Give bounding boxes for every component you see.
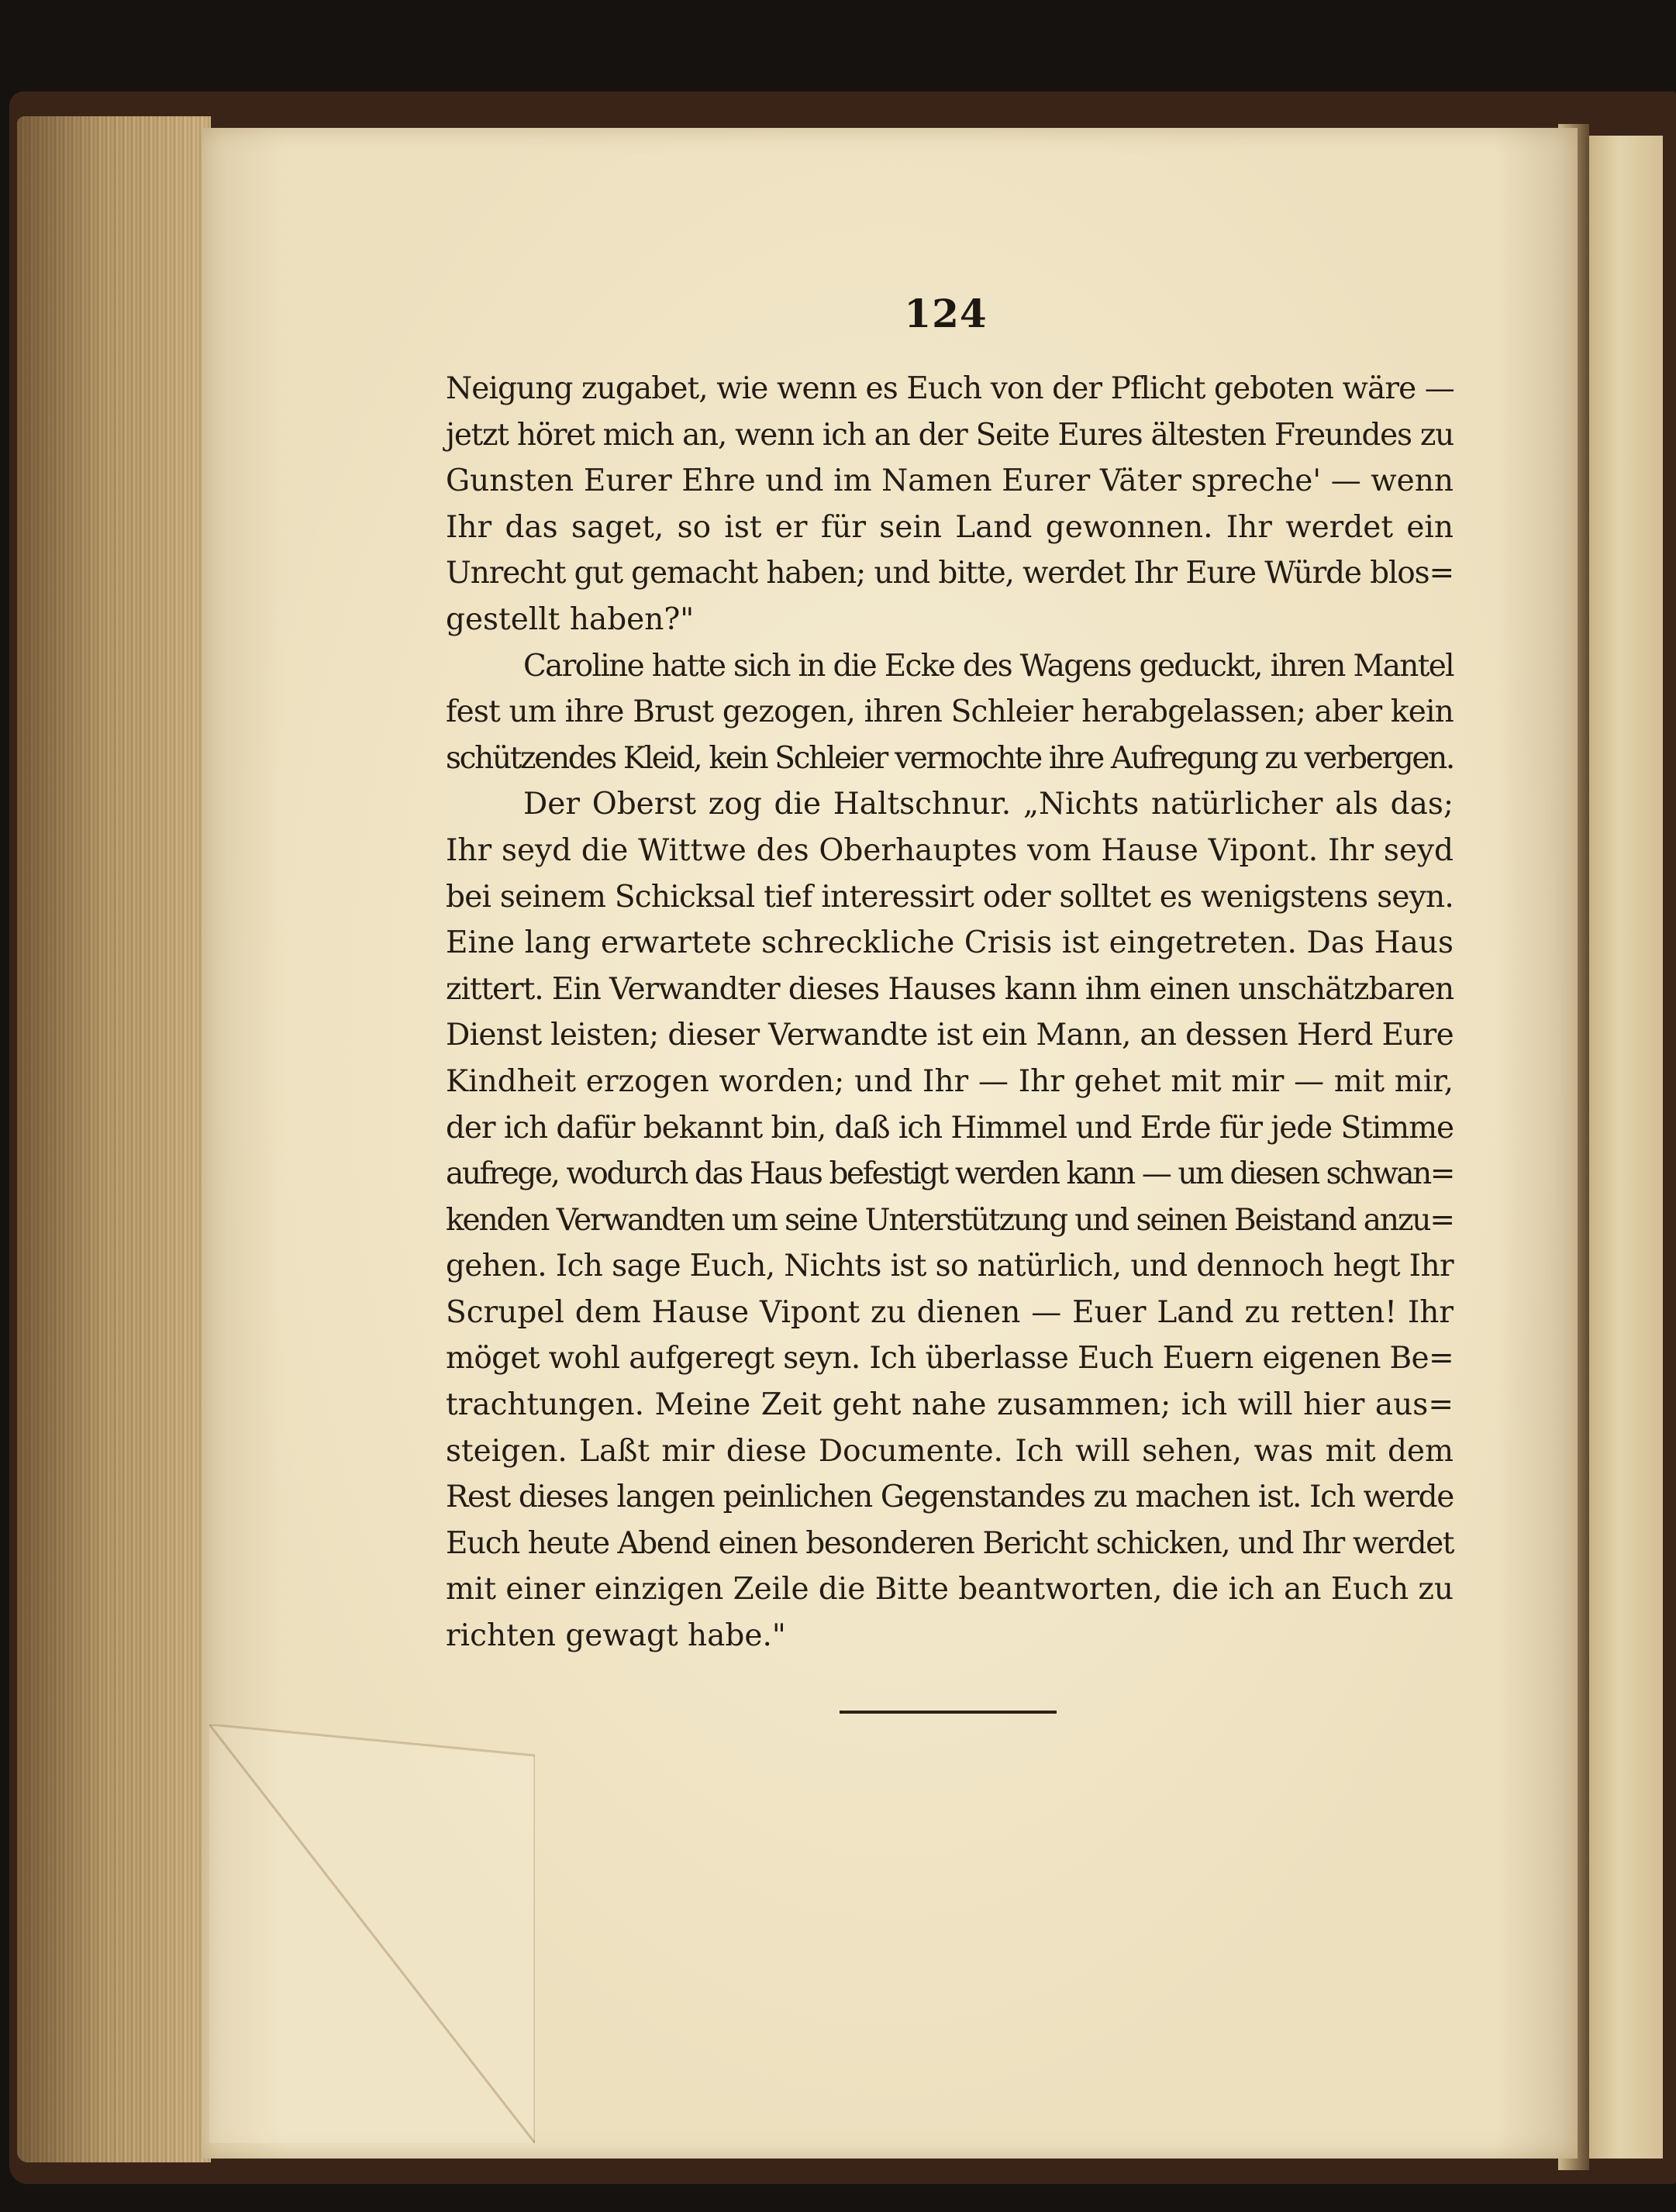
text-line: trachtungen. Meine Zeit geht nahe zusammen; ich will hier aus= [446, 1387, 1454, 1423]
text-line: bei seinem Schicksal tief interessirt oder solltet es wenigstens seyn. [446, 879, 1454, 915]
text-line: Eine lang erwartete schreckliche Crisis ist eingetreten. Das Haus [446, 925, 1454, 961]
text-line: möget wohl aufgeregt seyn. Ich überlasse Euch Euern eigenen Be= [446, 1341, 1454, 1376]
text-line: Scrupel dem Hause Vipont zu dienen — Euer Land zu retten! Ihr [446, 1294, 1454, 1330]
text-line: Unrecht gut gemacht haben; und bitte, werdet Ihr Eure Würde blos= [446, 556, 1454, 591]
text-line: kenden Verwandten um seine Unterstützung und seinen Beistand anzu= [446, 1202, 1454, 1238]
text-line: Ihr seyd die Wittwe des Oberhauptes vom Hause Vipont. Ihr seyd [446, 832, 1454, 868]
text-line: Neigung zugabet, wie wenn es Euch von der Pflicht geboten wäre — [446, 371, 1454, 406]
text-line: schützendes Kleid, kein Schleier vermochte ihre Aufregung zu verbergen. [446, 740, 1454, 776]
folded-corner-mark [209, 1724, 535, 2143]
text-line: fest um ihre Brust gezogen, ihren Schleier herabgelassen; aber kein [446, 694, 1454, 730]
text-line: Caroline hatte sich in die Ecke des Wagens geduckt, ihren Mantel [523, 648, 1454, 684]
page-text [446, 366, 1454, 1659]
text-line: Gunsten Eurer Ehre und im Namen Eurer Väter spreche' — wenn [446, 463, 1454, 499]
end-rule [840, 1711, 1057, 1714]
page-number: 124 [904, 291, 988, 336]
text-line: zittert. Ein Verwandter dieses Hauses kann ihm einen unschätzbaren [446, 971, 1454, 1007]
text-line: Der Oberst zog die Haltschnur. „Nichts natürlicher als das; [523, 787, 1454, 822]
text-line: Kindheit erzogen worden; und Ihr — Ihr gehet mit mir — mit mir, [446, 1063, 1454, 1099]
text-line: der ich dafür bekannt bin, daß ich Himmel und Erde für jede Stimme [446, 1110, 1454, 1146]
text-line: mit einer einzigen Zeile die Bitte beantworten, die ich an Euch zu [446, 1572, 1454, 1607]
text-line: gestellt haben?" [446, 601, 695, 637]
text-line: richten gewagt habe." [446, 1618, 786, 1654]
text-line: aufrege, wodurch das Haus befestigt werden kann — um diesen schwan= [446, 1156, 1454, 1192]
text-line: jetzt höret mich an, wenn ich an der Seite Eures ältesten Freundes zu [446, 417, 1454, 453]
text-line: Dienst leisten; dieser Verwandte ist ein Mann, an dessen Herd Eure [446, 1018, 1454, 1053]
next-page-edge [1589, 136, 1663, 2159]
text-line: Euch heute Abend einen besonderen Bericht schicken, und Ihr werdet [446, 1525, 1454, 1561]
text-line: gehen. Ich sage Euch, Nichts ist so natürlich, und dennoch hegt Ihr [446, 1249, 1454, 1284]
page-edges-shade [17, 116, 211, 2162]
text-line: Rest dieses langen peinlichen Gegenstandes zu machen ist. Ich werde [446, 1480, 1454, 1515]
text-line: steigen. Laßt mir diese Documente. Ich will sehen, was mit dem [446, 1433, 1454, 1469]
text-line: Ihr das saget, so ist er für sein Land gewonnen. Ihr werdet ein [446, 509, 1454, 545]
